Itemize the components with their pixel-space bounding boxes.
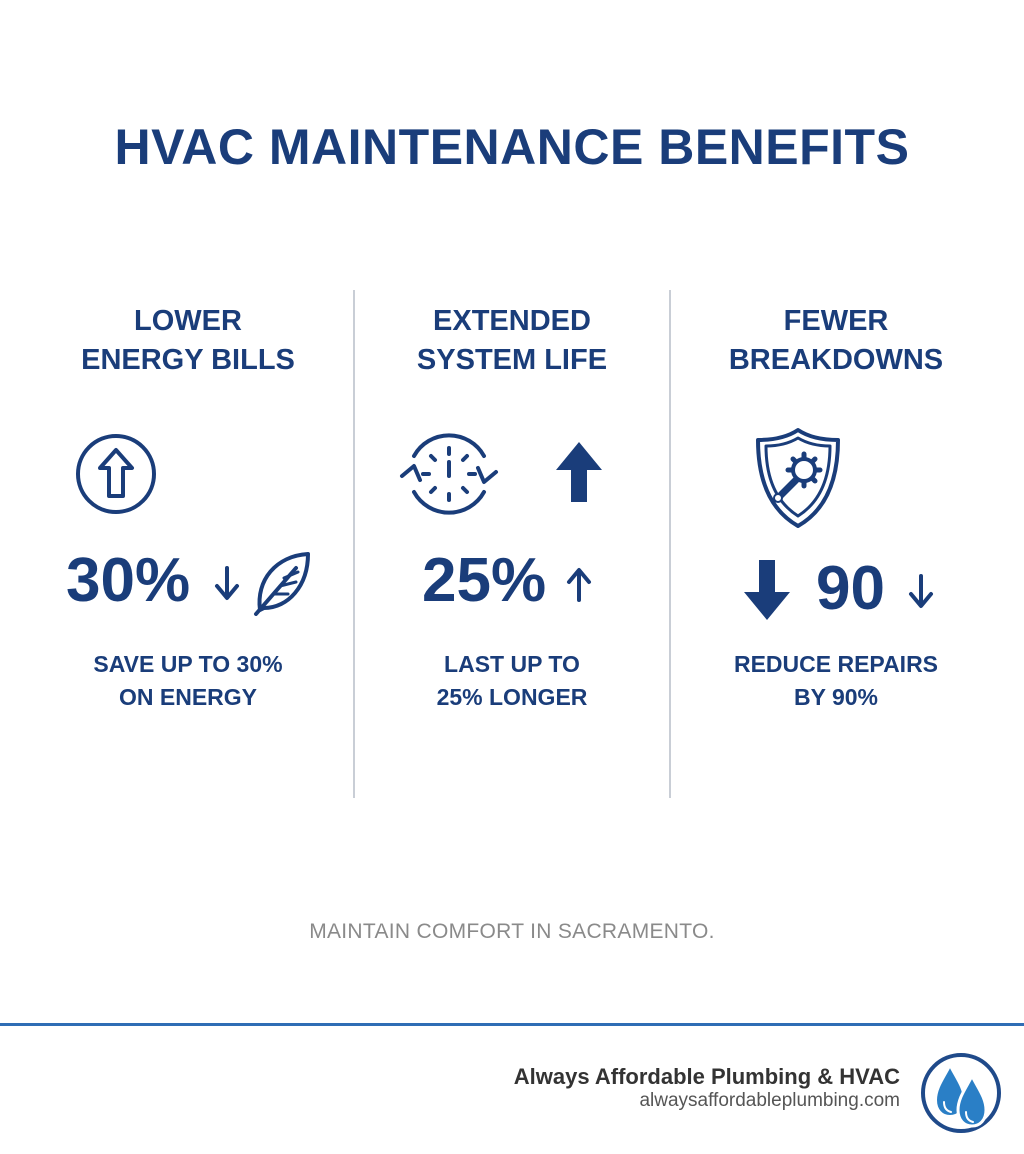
benefit-heading-line: BREAKDOWNS [728,344,944,376]
shield-tools-icon [752,426,844,530]
benefit-heading [672,302,1000,380]
column-divider-left [353,290,355,798]
arrow-down-bold-icon [742,558,792,622]
benefit-stat-value: 30% [66,546,191,615]
arrow-down-icon [908,574,934,610]
benefit-caption [356,648,668,714]
clock-cycle-icon [396,426,502,522]
leaf-icon [252,550,312,616]
benefit-energy-bills [28,0,348,1000]
benefit-heading-line: SYSTEM LIFE [416,344,608,376]
benefit-heading-line: FEWER [783,305,889,337]
footer-divider [0,1023,1024,1026]
benefit-heading [28,302,348,380]
benefit-fewer-breakdowns [672,0,1000,1000]
column-divider-right [669,290,671,798]
benefit-stat-value: 25% [422,546,547,615]
benefit-caption-line: SAVE UP TO 30% [93,651,283,677]
tagline: MAINTAIN COMFORT IN SACRAMENTO. [309,920,715,943]
benefit-caption-line: LAST UP TO [444,651,580,677]
benefit-caption [28,648,348,714]
benefit-heading [356,302,668,380]
benefit-caption [672,648,1000,714]
benefit-caption-line: BY 90% [794,684,878,710]
company-url[interactable]: alwaysaffordableplumbing.com [639,1090,900,1111]
benefit-caption-line: ON ENERGY [118,684,258,710]
arrow-up-bold-icon [554,440,604,504]
company-name: Always Affordable Plumbing & HVAC [513,1064,900,1089]
benefit-stat-value: 90 [816,554,885,623]
benefit-heading-line: ENERGY BILLS [81,344,295,376]
water-drops-logo-icon [920,1052,1002,1134]
benefit-heading-line: LOWER [134,305,242,337]
arrow-up-icon [566,566,592,602]
up-arrow-circle-icon [74,432,158,516]
benefit-system-life [356,0,668,1000]
benefit-heading-line: EXTENDED [433,305,591,337]
page-title: HVAC MAINTENANCE BENEFITS [114,119,910,175]
benefit-caption-line: 25% LONGER [436,684,588,710]
benefit-caption-line: REDUCE REPAIRS [733,651,939,677]
arrow-down-icon [214,566,240,602]
